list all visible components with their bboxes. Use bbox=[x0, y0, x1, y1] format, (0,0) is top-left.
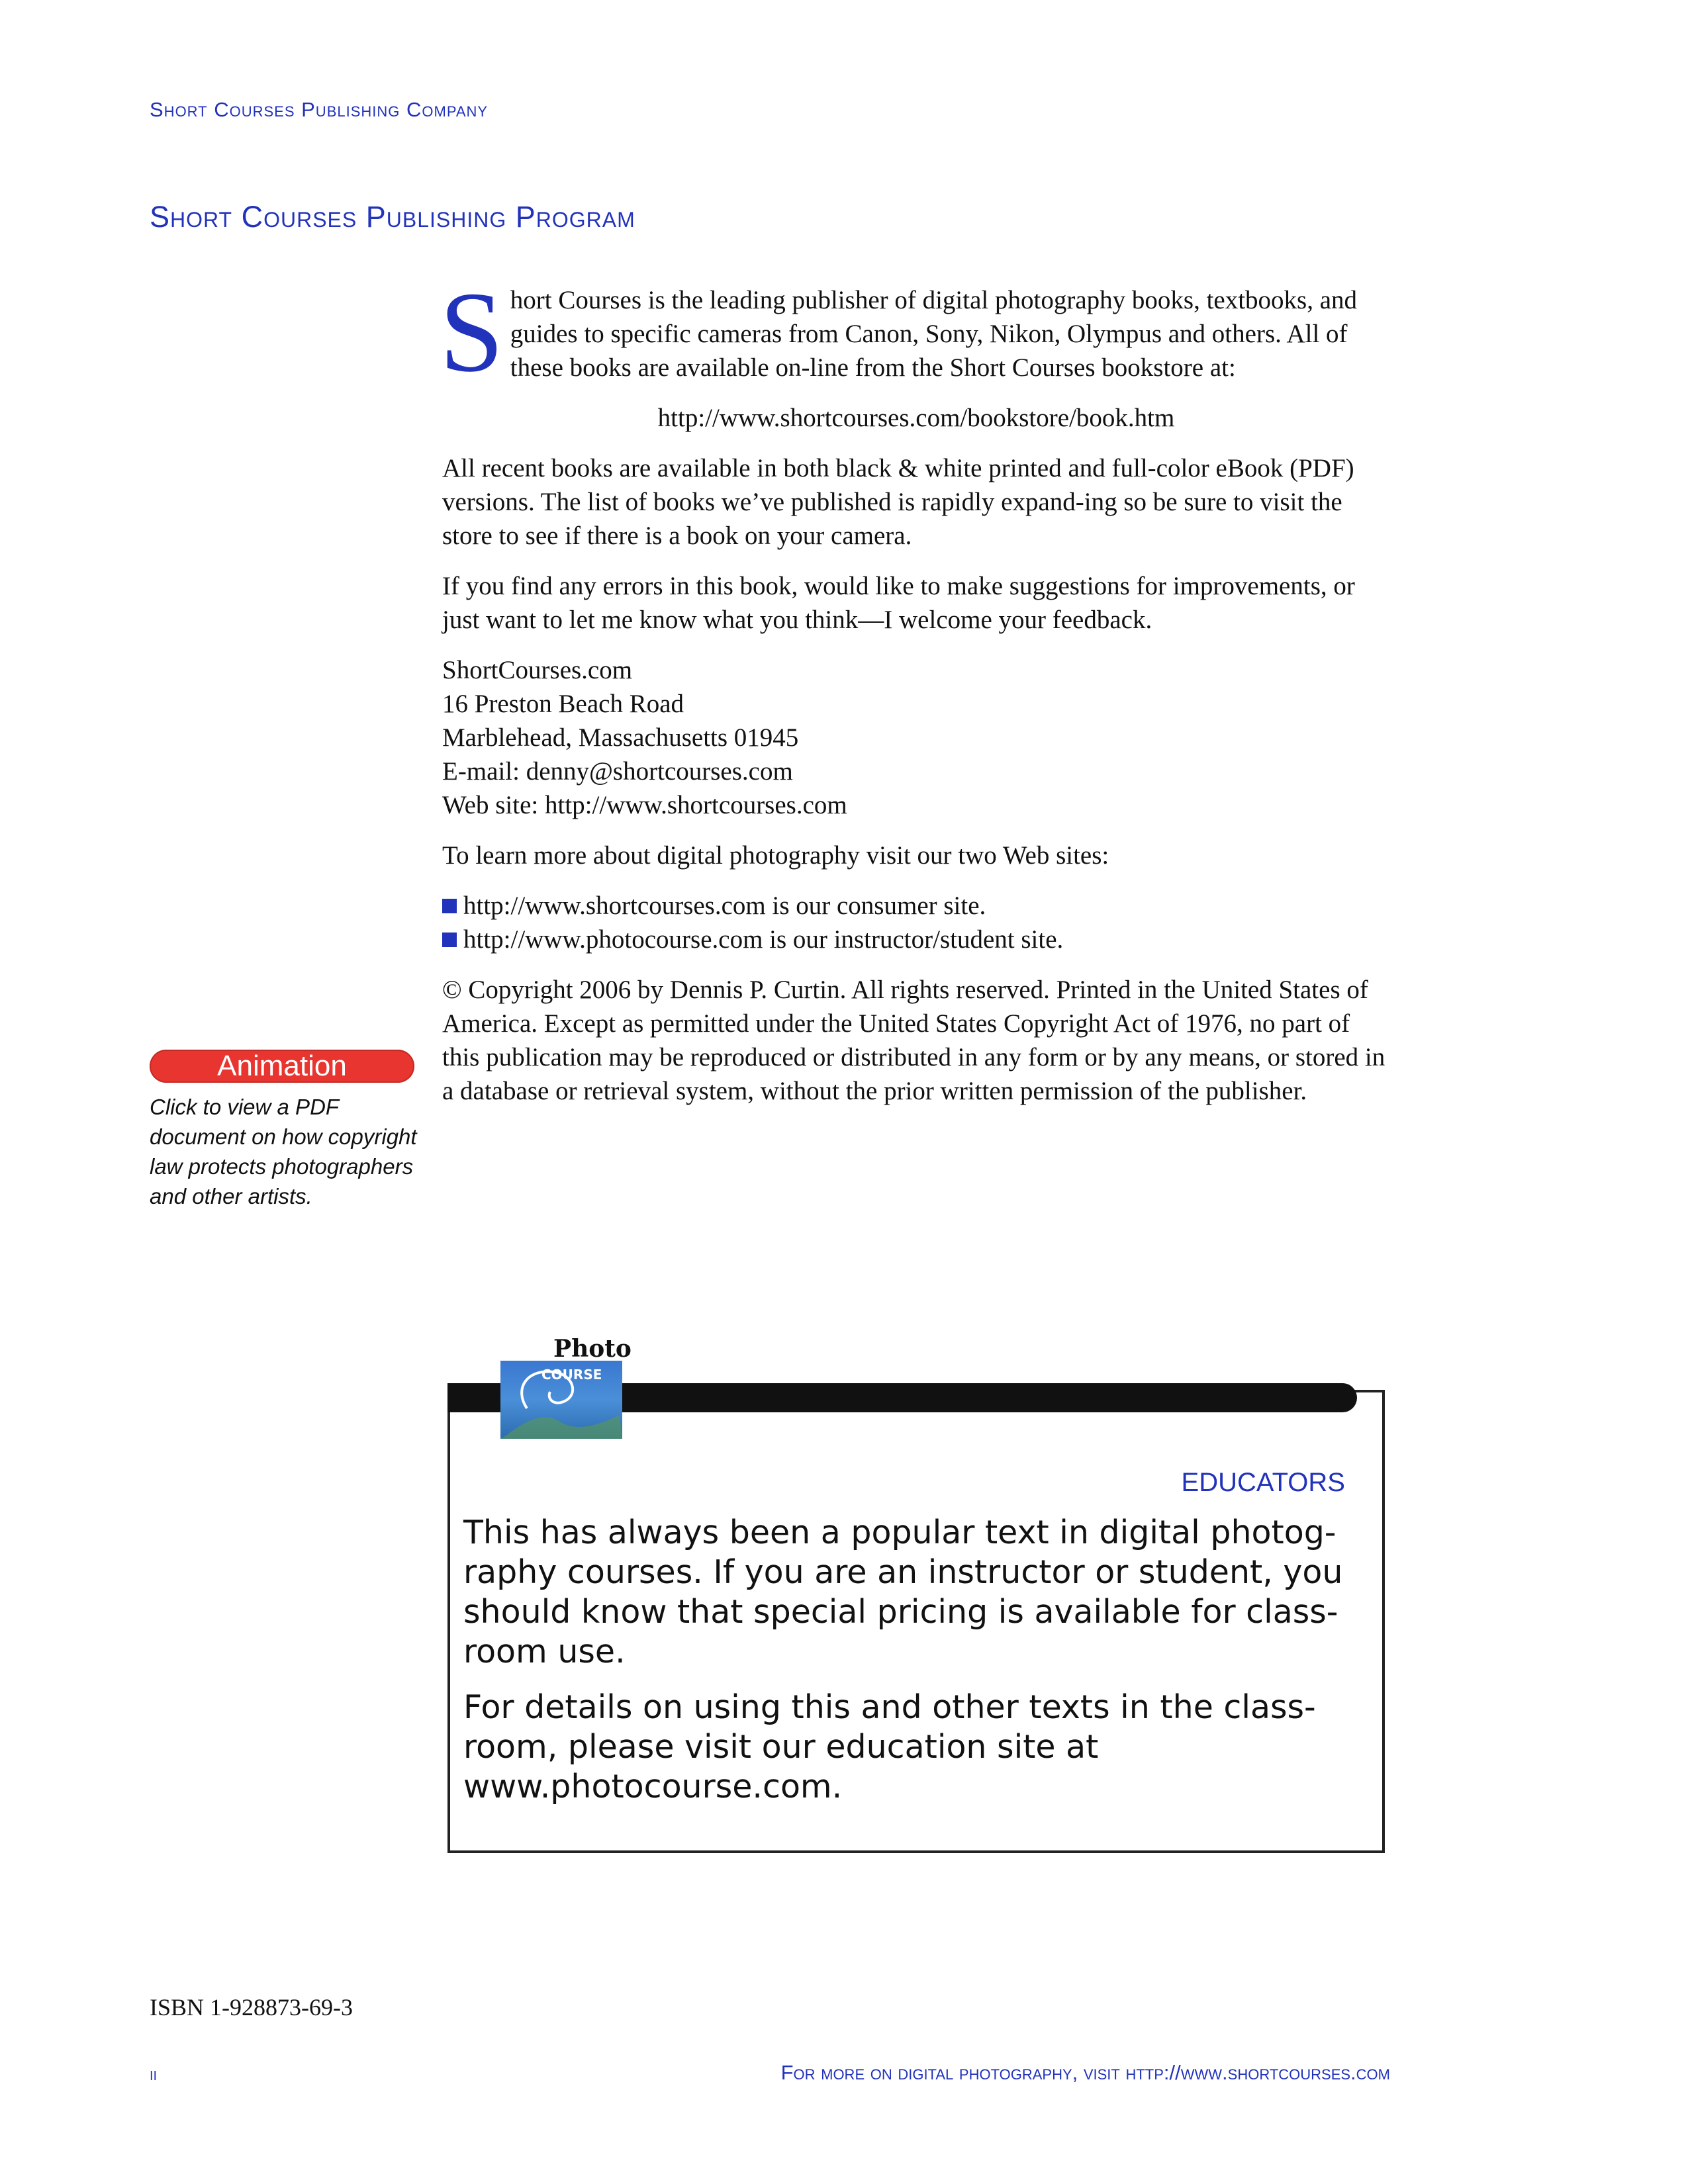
educators-paragraph-1: This has always been a popular text in digital photog-raphy courses. If you are an instructor or student, you should know that special pricing is available for class-room use. bbox=[463, 1514, 1343, 1670]
page-number: ii bbox=[150, 2064, 158, 2084]
intro-text: hort Courses is the leading publisher of digital photography books, textbooks, and guides to specific cameras from Canon, Sony, Nikon, Olympus and others. All of these books are available on-line from the Short Courses bookstore at: bbox=[510, 286, 1358, 382]
intro-paragraph bbox=[440, 268, 1390, 396]
section-title: Short Courses Publishing Program bbox=[150, 200, 635, 234]
logo-text-course: COURSE bbox=[541, 1367, 602, 1383]
feedback-paragraph: If you find any errors in this book, would like to make suggestions for improvements, or just want to let me know what you think—I welcome your feedback. bbox=[442, 572, 1355, 634]
animation-button[interactable]: Animation bbox=[150, 1050, 414, 1083]
address-company: ShortCourses.com bbox=[442, 656, 633, 684]
drop-cap: S bbox=[440, 268, 504, 396]
learn-more-paragraph: To learn more about digital photography visit our two Web sites: bbox=[442, 841, 1109, 870]
bullet-text-instructor[interactable]: http://www.photocourse.com is our instructor/student site. bbox=[463, 925, 1064, 954]
address-city: Marblehead, Massachusetts 01945 bbox=[442, 723, 799, 752]
bookstore-url[interactable]: http://www.shortcourses.com/bookstore/book.htm bbox=[657, 404, 1175, 432]
bullet-text-consumer[interactable]: http://www.shortcourses.com is our consumer site. bbox=[463, 891, 986, 920]
logo-text-photo: Photo bbox=[553, 1335, 632, 1363]
address-website[interactable]: Web site: http://www.shortcourses.com bbox=[442, 791, 847, 819]
animation-caption: Click to view a PDF document on how copyright law protects photographers and other artists. bbox=[150, 1095, 417, 1208]
books-paragraph: All recent books are available in both black & white printed and full-color eBook (PDF) versions. The list of books we’ve published is rapidly expand-ing so be sure to visit the store to see if there is a book on your camera. bbox=[442, 454, 1354, 550]
footer-note[interactable]: For more on digital photography, visit http://www.shortcourses.com bbox=[780, 2061, 1390, 2084]
list-item bbox=[442, 889, 1390, 923]
address-street: 16 Preston Beach Road bbox=[442, 690, 684, 718]
copyright-paragraph: © Copyright 2006 by Dennis P. Curtin. All rights reserved. Printed in the United States of America. Except as permitted under the United States Copyright Act of 1976, no part of this publication may be reproduced or distributed in any form or by any means, or stored in a database or retrieval system, without the prior written permission of the publisher. bbox=[442, 976, 1385, 1105]
isbn: ISBN 1-928873-69-3 bbox=[150, 1994, 353, 2021]
list-item bbox=[442, 923, 1390, 956]
bullet-list bbox=[442, 889, 1390, 956]
sidebar bbox=[150, 1050, 421, 1211]
running-header: Short Courses Publishing Company bbox=[150, 98, 489, 121]
educators-paragraph-2: For details on using this and other texts in the class-room, please visit our education site at www.photocourse.com. bbox=[463, 1688, 1316, 1805]
square-bullet-icon bbox=[442, 899, 457, 913]
address-block bbox=[442, 653, 1390, 822]
educators-text bbox=[463, 1513, 1377, 1823]
main-text bbox=[440, 268, 1390, 1124]
photocourse-logo bbox=[500, 1335, 632, 1439]
square-bullet-icon bbox=[442, 933, 457, 947]
address-email[interactable]: E-mail: denny@shortcourses.com bbox=[442, 757, 793, 786]
educators-label: EDUCATORS bbox=[1181, 1468, 1345, 1497]
